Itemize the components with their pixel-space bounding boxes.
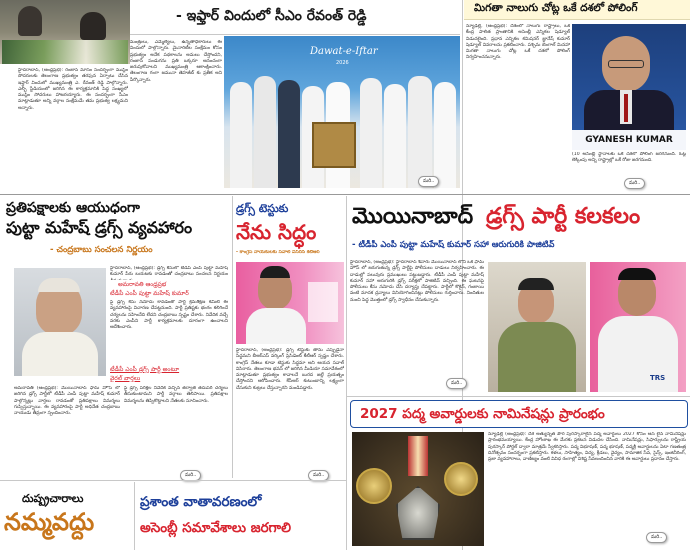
assembly-headline-line1[interactable]: ప్రశాంత వాతావరణంలో: [140, 494, 262, 510]
drugs-test-headline-line1[interactable]: డ్రగ్స్ టెస్టుకు: [236, 202, 289, 215]
pratipaksham-red-tag2: వైరల్ వార్తలు: [110, 375, 141, 382]
moinabad-subhead: - టీడీపీ ఎంపీ పుట్టా మహేష్ కుమార్ సహా ఆరుగురికి పాజిటివ్: [352, 240, 555, 250]
iftar-body-right: మంత్రులు, ఎమ్మెల్యేలు, ఉన్నతాధికారులు ఈ విందులో పాల్గొన్నారు. మైనారిటీల సంక్షేమం కోసం ప్రభుత్వం అనేక పథకాలను అమలు చేస్తోందని, రంజాన్ పండుగను ప్రతి ఒక్కరూ ఆనందంగా జరుపుకోవాలని ముఖ్యమంత్రి ఆకాంక్షించారు. తెలంగాణ గంగా జమునా తెహజీబ్ కు ప్రతీక అని పేర్కొన్నారు.: [130, 40, 222, 83]
pratipaksham-side-text: పై డ్రగ్స్ కేసు నమోదు కావడంతో పార్టీ క్రమశిక్షణ కమిటీ ఈ వ్యవహారంపై విచారణ చేపట్టనుంది. పార్టీ ప్రతిష్టకు భంగం కలిగించే చర్యలను సహించేది లేదని చంద్రబాబు స్పష్టం చేశారు. నివేదిక వచ్చే వరకు ఎంపీని పార్టీ కార్యక్రమాలకు దూరంగా ఉంచాలని ఆదేశించారు.: [110, 300, 228, 331]
pratipaksham-intro: హైదరాబాద్, (ఆంధ్రప్రభ): డ్రగ్స్ కేసులో టీడీపీ ఎంపీ పుట్టా మహేష్ కుమార్ పేరు బయటకు రావడంతో చంద్రబాబు సంచలన నిర్ణయం: [110, 266, 228, 278]
drugs-test-more-button[interactable]: మరి..: [308, 470, 329, 481]
pratipaksham-red-line2: టీడీపీ ఎంపీ పుట్టా మహేష్ కుమార్: [110, 290, 189, 297]
padma-more-button[interactable]: మరి..: [646, 532, 667, 543]
iftar-portrait-frame: [312, 122, 356, 168]
dushpracharam-headline[interactable]: నమ్మవద్దు: [4, 508, 95, 536]
padma-body: న్యూఢిల్లీ (ఆంధ్రప్రభ): దేశ అత్యున్నత పౌర పురస్కారాలైన పద్మ అవార్డులు 2027 కోసం ఆన్ లైన్ నామినేషన్లు ప్రారంభమయ్యాయి. కేంద్ర హోంశాఖ ఈ మేరకు ప్రకటన విడుదల చేసింది. నామినేషన్లు, సిఫార్సులను రాష్ట్రీయ పురస్కార్ పోర్టల్ ద్వారా మాత్రమే స్వీకరిస్తారు. పద్మ విభూషణ్, పద్మ భూషణ్, పద్మశ్రీ అవార్డులను ఏటా గణతంత్ర దినోత్సవం సందర్భంగా ప్రకటిస్తారు. కళలు, సాహిత్యం, విద్య, క్రీడలు, వైద్యం, సామాజిక సేవ, సైన్స్, ఇంజినీరింగ్, ప్రజా వ్యవహారాలు, వాణిజ్యం వంటి వివిధ రంగాల్లో విశిష్ట సేవలందించిన వారికి ఈ అవార్డులు ప్రదానం చేస్తారు.: [488, 432, 686, 463]
polling-more-button[interactable]: మరి..: [624, 178, 645, 189]
padma-headline[interactable]: 2027 పద్మ అవార్డులకు నామినేషన్లు ప్రారంభం: [360, 406, 605, 422]
iftar-more-button[interactable]: మరి..: [418, 176, 439, 187]
polling-body-bottom: (10 అసెంబ్లీ స్థానాలకు ఒకే దశలో పోలింగ్ జరగనుంది. ఓట్ల లెక్కింపు అన్ని రాష్ట్రాల్లో ఒకే రోజు జరగనుంది.: [572, 152, 686, 164]
polling-headline[interactable]: మిగతా నాలుగు చోట్ల ఒకే దశలో పోలింగ్: [474, 2, 638, 14]
pratipaksham-subhead: - చంద్రబాబు సంచలన నిర్ణయం: [50, 245, 153, 255]
iftar-banner-text: Dawat-e-Iftar: [310, 46, 378, 57]
pratipaksham-body-bottom-right: పై డ్రగ్స్ పరీక్షల నివేదిక వచ్చిన తర్వాతే తదుపరి చర్యలు తీసుకుంటామని పార్టీ వర్గాలు తెలిపాయి. ప్రతిపక్షాల విమర్శలను తిప్పికొట్టాలని నేతలకు సూచించారు.: [124, 386, 228, 404]
pratipaksham-red-tag1: టీడీపీ ఎంపీ డ్రగ్స్ పార్టీ అంటూ: [110, 366, 180, 373]
moinabad-photo-person1[interactable]: [488, 262, 586, 392]
pratipaksham-more-button[interactable]: మరి..: [180, 470, 201, 481]
gyanesh-name-caption: GYANESH KUMAR: [572, 130, 686, 150]
iftar-body-left: హైదరాబాద్, (ఆంధ్రప్రభ): రంజాన్ మాసం సందర్భంగా ముస్లిం సోదరులకు తెలంగాణ ప్రభుత్వం తరఫున ఏర్పాటు చేసిన ఇఫ్తార్ విందులో ముఖ్యమంత్రి ఎ. రేవంత్ రెడ్డి పాల్గొన్నారు. ఎల్బీ స్టేడియంలో జరిగిన ఈ కార్యక్రమానికి పెద్ద సంఖ్యలో ముస్లిం సోదరులు హాజరయ్యారు. ఈ సందర్భంగా సీఎం మాట్లాడుతూ అన్ని వర్గాల సంక్షేమమే తమ ప్రభుత్వ లక్ష్యమని అన్నారు.: [18, 68, 128, 111]
drugs-test-subhead: - కాంగ్రెస్ నాయకులకు సవాల్ విసిరిన కేటీఆర్: [236, 250, 320, 255]
moinabad-headline-red[interactable]: డ్రగ్స్ పార్టీ కలకలం: [486, 204, 641, 229]
ktr-photo[interactable]: [236, 262, 344, 344]
medal-center: [396, 486, 440, 540]
moinabad-more-button[interactable]: మరి..: [446, 378, 467, 389]
moinabad-body: హైదరాబాద్, (ఆంధ్రప్రభ): హైదరాబాద్ శివారు మొయినాబాద్ లోని ఒక ఫామ్ హౌస్ లో జరుగుతున్న డ్రగ్స్ పార్టీపై పోలీసులు దాడులు నిర్వహించారు. ఈ దాడుల్లో పలువురు ప్రముఖులు పట్టుబడ్డారు. టీడీపీ ఎంపీ పుట్టా మహేష్ కుమార్ సహా ఆరుగురికి డ్రగ్స్ పరీక్షలో పాజిటివ్ వచ్చింది. ఈ ఘటనపై పోలీసులు కేసు నమోదు చేసి దర్యాప్తు చేపట్టారు. పార్టీలో కొకైన్, గంజాయి వంటి మాదక ద్రవ్యాలు వినియోగించినట్లు పోలీసులు గుర్తించారు. నిందితుల నుంచి పెద్ద మొత్తంలో డ్రగ్స్ స్వాధీనం చేసుకున్నారు.: [350, 260, 484, 303]
medal-left: [356, 468, 392, 504]
moinabad-photo-label: TRS: [650, 374, 666, 382]
assembly-headline-line2[interactable]: అసెంబ్లీ సమావేశాలు జరగాలి: [140, 520, 291, 536]
polling-body-top: న్యూఢిల్లీ, (ఆంధ్రప్రభ): దేశంలో నాలుగు రాష్ట్రాలు, ఒక కేంద్ర పాలిత ప్రాంతానికి అసెంబ్లీ ఎన్నికల షెడ్యూల్ విడుదలైంది. ప్రధాన ఎన్నికల కమిషనర్ జ్ఞానేష్ కుమార్ షెడ్యూల్ వివరాలను ప్రకటించారు. పశ్చిమ బెంగాల్ మినహా మిగతా నాలుగు చోట్ల ఒకే దశలో పోలింగ్ నిర్వహించనున్నారు.: [466, 24, 570, 61]
iftar-headline[interactable]: - ఇఫ్తార్ విందులో సీఎం రేవంత్ రెడ్డి: [176, 8, 367, 24]
pratipaksham-red-line1: అమరావతి ఆంధ్రప్రభ: [118, 281, 167, 288]
gyanesh-photo[interactable]: [572, 24, 686, 150]
moinabad-photo-person2[interactable]: [590, 262, 686, 392]
drugs-test-headline-line2[interactable]: నేను సిద్ధం: [236, 220, 317, 244]
iftar-photo[interactable]: [224, 36, 460, 188]
padma-medals-photo[interactable]: [352, 432, 484, 546]
moinabad-headline-black[interactable]: మొయినాబాద్: [352, 204, 474, 229]
pratipaksham-headline-line2[interactable]: పుట్టా మహేష్ డ్రగ్స్ వ్యవహారం: [6, 218, 193, 237]
dushpracharam-kicker: దుష్ప్రచారాలు: [22, 492, 84, 505]
pratipaksham-body-bottom: అమరావతి (ఆంధ్రప్రభ): మొయినాబాద్ ఫామ్ హౌస్ లో జరిగిన డ్రగ్స్ పార్టీలో టీడీపీ ఎంపీ పుట్టా మహేష్ కుమార్ పాల్గొన్నట్లు వార్తలు రావడంతో ప్రతిపక్షాలు విమర్శలు గుప్పిస్తున్నాయి. ఈ వ్యవహారంపై పార్టీ అధినేత చంద్రబాబు నాయుడు తీవ్రంగా స్పందించారు.: [14, 386, 120, 417]
chandrababu-photo[interactable]: [14, 268, 106, 376]
medal-right: [444, 462, 478, 496]
top-left-photo[interactable]: [0, 0, 130, 64]
pratipaksham-headline-line1[interactable]: ప్రతిపక్షాలకు ఆయుధంగా: [6, 200, 140, 216]
iftar-banner-year: 2026: [336, 60, 349, 66]
drugs-test-body: హైదరాబాద్, (ఆంధ్రప్రభ): డ్రగ్స్ టెస్టుకు తాను ఎప్పుడైనా సిద్ధమని బీఆర్ఎస్ వర్కింగ్ ప్రెసిడెంట్ కేటీఆర్ స్పష్టం చేశారు. కాంగ్రెస్ నేతలు కూడా టెస్టుకు సిద్ధమా అని ఆయన సవాల్ విసిరారు. తెలంగాణ భవన్ లో జరిగిన మీడియా సమావేశంలో మాట్లాడుతూ ప్రభుత్వం కావాలనే బురద జల్లే ప్రయత్నం చేస్తోందని ఆరోపించారు. కేసీఆర్ కుటుంబాన్ని లక్ష్యంగా చేసుకుని కుట్రలు చేస్తున్నారని మండిపడ్డారు.: [236, 348, 344, 391]
